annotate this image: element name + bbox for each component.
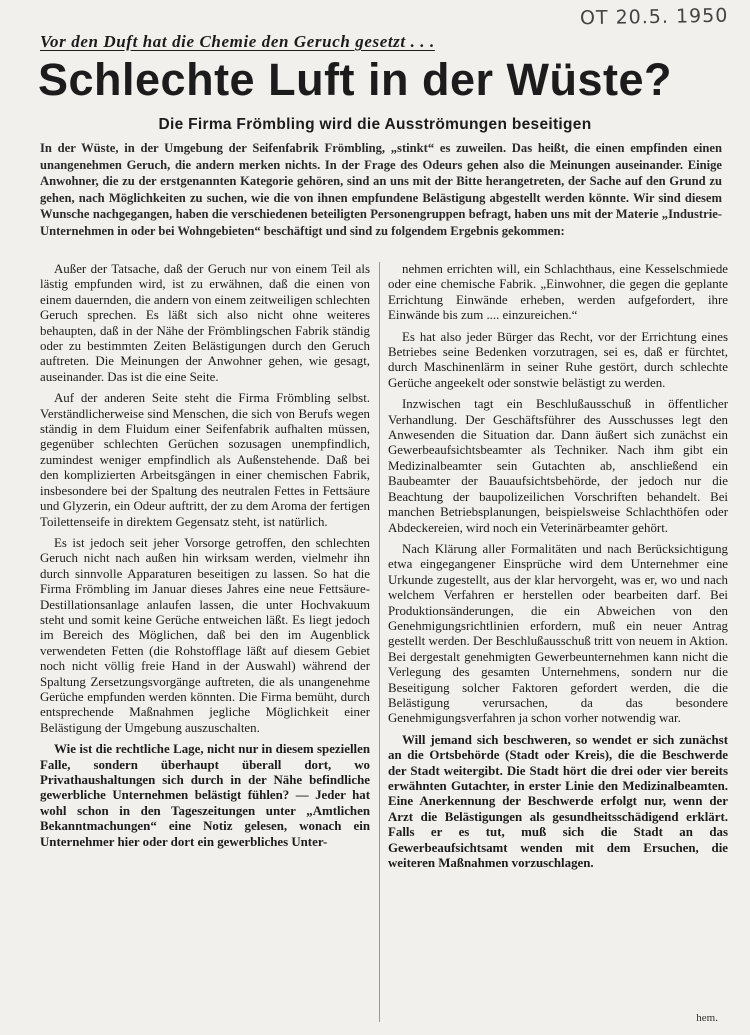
paragraph: Wie ist die rechtliche Lage, nicht nur in diesem speziellen Falle, sondern überhaupt überall dort, wo Privathaushaltungen sich durch in der Nähe befindliche gewerbliche Unternehmen belästigt fühlen? — Jeder hat wohl schon in den Tageszeitungen unter „Amtlichen Bekanntmachungen“ eine Notiz gelesen, wonach ein Unternehmer hier oder dort ein gewerbliches Unter- [40,742,370,849]
paragraph: nehmen errichten will, ein Schlachthaus, eine Kesselschmiede oder eine chemische Fabrik. „Einwohner, die gegen die geplante Errichtung Einwände erheben, werden aufgefordert, ihre Einwände bis zum .... einzureichen.“ [388,262,728,323]
lead-paragraph: In der Wüste, in der Umgebung der Seifenfabrik Frömbling, „stinkt“ es zuweilen. Das heißt, die einen empfinden einen unangenehmen Geruch, die andern merken nichts. In der Frage des Odeurs gehen also die Meinungen auseinander. Einige Anwohner, die zu der erstgenannten Kategorie gehören, sind an uns mit der Bitte herangetreten, der Sache auf den Grund zu gehen, nach Möglichkeiten zu suchen, wie die von ihnen empfundene Belästigung abgestellt werden könnte. Wir sind diesem Wunsche nachgegangen, haben die verschiedenen beteiligten Personengruppen befragt, haben uns mit der Materie „Industrie-Unternehmen in oder bei Wohngebieten“ beschäftigt und sind zu folgendem Ergebnis gekommen: [40,141,722,238]
paragraph: Außer der Tatsache, daß der Geruch nur von einem Teil als lästig empfunden wird, ist zu erwähnen, daß die einen von einem dauernden, die andern von einem zeitweiligen schlechten Geruch sprechen. Es läßt sich also nicht ohne weiteres behaupten, daß in der Nähe der Frömblingschen Fabrik ständig oder zu bestimmten Zeiten Belästigungen durch den Geruch auftreten. Die Meinungen der Anwohner gehen, wie gesagt, auseinander. Das ist die eine Seite. [40,262,371,384]
author-signature: hem. [696,1012,718,1024]
paragraph: Es ist jedoch seit jeher Vorsorge getroffen, den schlechten Geruch nicht nach außen hin wirksam werden, vielmehr ihn durch sinnvolle Apparaturen beseitigen zu lassen. So hat die Firma Frömbling im Januar dieses Jahres eine neue Fettsäure-Destillationsanlage anlaufen lassen, die unter Hochvakuum steht und somit keine Gerüche entweichen läßt. Es liegt jedoch im Bereich des Möglichen, daß bei den im Augenblick verwendeten Fetten (die Rohstofflage läßt auf diesem Gebiet noch nicht völlig freie Hand in der Auswahl) während der Spaltung Zersetzungsvorgänge auftreten, die als unangenehme Gerüche empfunden werden könnten. Die Firma bemüht, durch entsprechende Maßnahmen jegliche Möglichkeit einer Belästigung der Umgebung auszuschalten. [40,535,370,735]
subheadline: Die Firma Frömbling wird die Ausströmungen beseitigen [158,116,592,133]
left-column [40,262,370,856]
headline: Schlechte Luft in der Wüste? [38,54,673,105]
paragraph: Nach Klärung aller Formalitäten und nach Berücksichtigung etwa eingegangener Einsprüche wird dem Unternehmer eine Urkunde zugestellt, aus der klar hervorgeht, was er, wo und nach welchem Verfahren er herstellen oder bearbeiten darf. Bei Produktionsänderungen, die ein Abweichen von den Genehmigungsrichtlinien erfordern, muß ein neuer Antrag gestellt werden. Der Beschlußausschuß tritt von neuem in Aktion. Bei dergestalt genehmigten Gewerbeunternehmen kann nicht die Verlegung des gesamten Unternehmens, sondern nur die Beseitigung solcher Faktoren gefordert werden, die die Belästigung verursachen, da das besondere Genehmigungsverfahren ja schon vorher notwendig war. [388,541,728,726]
kicker-line: Vor den Duft hat die Chemie den Geruch gesetzt . . . [40,32,435,51]
paragraph: Es hat also jeder Bürger das Recht, vor der Errichtung eines Betriebes seine Bedenken vorzutragen, sei es, daß er fürchtet, durch Maschinenlärm in seiner Ruhe gestört, durch schlechte Gerüche angeekelt oder sonstwie belästigt zu werden. [388,329,728,390]
paragraph: Auf der anderen Seite steht die Firma Frömbling selbst. Verständlicherweise sind Menschen, die sich von Berufs wegen ständig in dem Fluidum einer Seifenfabrik aufhalten müssen, gegenüber schlechten Gerüchen sozusagen unempfindlich, zumindest weniger empfindlich als Außenstehende. Daß bei den komplizierten Arbeitsgängen in einer chemischen Fabrik, insbesondere bei der Spaltung des neutralen Fettes in Fettsäure und Glyzerin, ein Odeur auftritt, der zu dem Aroma der fertigen Toilettenseife in direktem Gegensatz steht, ist natürlich. [40,391,370,529]
column-divider [379,262,380,1022]
paragraph: Inzwischen tagt ein Beschlußausschuß in öffentlicher Verhandlung. Der Geschäftsführer des Ausschusses legt den Anwesenden die Situation dar. Dann äußert sich zunächst ein Gewerbeaufsichtsbeamter als Techniker. Nach ihm gibt ein Medizinalbeamter sein Gutachten ab, anschließend ein Baubeamter der Bauaufsichtsbehörde, der jedoch nur die Beachtung der baupolizeilichen Vorschriften behandelt. Bei manchen Betriebsplanungen, beispielsweise Schlachthöfen oder Abdeckereien, wird noch ein Veterinärbeamter gehört. [388,397,728,535]
handwritten-date-annotation: OT 20.5. 1950 [579,4,729,30]
paragraph: Will jemand sich beschweren, so wendet er sich zunächst an die Ortsbehörde (Stadt oder Kreis), die die Beschwerde der Stadt weitergibt. Die Stadt hört die drei oder vier bereits erwähnten Gutachter, in erster Linie den Medizinalbeamten. Eine Anerkennung der Beschwerde erfolgt nur, wenn der Arzt die Belästigungen als gesundheitsschädigend erklärt. Falls er es tut, muß sich die Stadt an das Gewerbeaufsichtsamt wenden mit dem Ersuchen, die weiteren Maßnahmen vorzuschlagen. [388,732,728,871]
right-column [388,262,728,877]
